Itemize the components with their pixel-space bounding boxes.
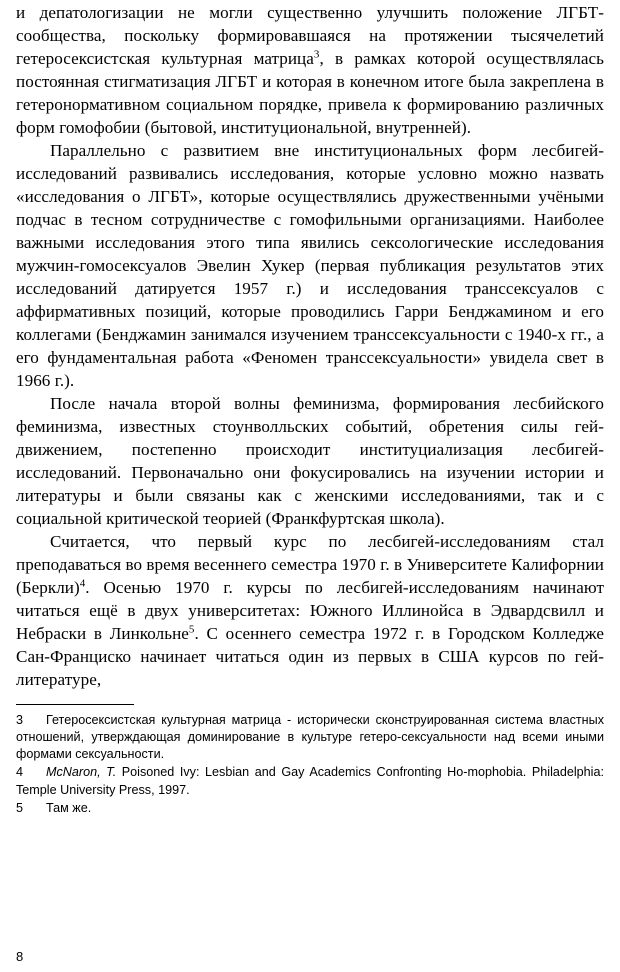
- body-text-container: [16, 2, 604, 692]
- footnote-item: 3 Гетеросексистская культурная матрица - исторически сконструированная система властных отношений, утверждающая доминирование в культуре гетеро-сексуальности над всеми иными формами сексуальности.: [16, 712, 604, 762]
- document-page: [0, 2, 620, 972]
- paragraph-1: и депатологизации не могли существенно улучшить положение ЛГБТ-сообщества, поскольку формировавшаяся на протяжении тысячелетий гетеросексистская культурная матрица$^3$, в рамках которой осуществлялась постоянная стигматизация ЛГБТ и которая в конечном итоге была закреплена в гетеронормативном социальном порядке, привела к формированию различных форм гомофобии (бытовой, институциональной, внутренней).: [16, 3, 604, 137]
- footnote-number: 5: [16, 800, 24, 815]
- paragraph-3: После начала второй волны феминизма, формирования лесбийского феминизма, известных стоунволльских событий, обретения силы гей-движением, постепенно происходит институциализация лесбигей-исследований. Первоначально они фокусировались на изучении истории и литературы и были связаны как с женскими исследованиями, так и с социальной критической теорией (Франкфуртская школа).: [16, 393, 604, 528]
- footnote-marker: 4: [79, 576, 86, 589]
- footnote-marker: 5: [188, 622, 195, 635]
- footnote-number: 4: [16, 765, 24, 780]
- footnote-item: 4 McNaron, T. Poisoned Ivy: Lesbian and Gay Academics Confronting Ho-mophobia. Philadelphia: Temple University Press, 1997.: [16, 765, 604, 797]
- footnote-number: 3: [16, 712, 24, 727]
- page-number: 8: [16, 949, 24, 964]
- paragraph-4: Считается, что первый курс по лесбигей-исследованиям стал преподаваться во время весеннего семестра 1970 г. в Университете Калифорнии (Беркли)$^4$. Осенью 1970 г. курсы по лесбигей-исследованиям начинают читаться ещё в двух университетах: Южного Иллинойса в Эдвардсвилл и Небраски в Линкольне$^5$. С осеннего семестра 1972 г. в Городском Колледже Сан-Франциско начинает читаться один из первых в США курсов по гей-литературе,: [16, 531, 604, 689]
- footnote-marker: 3: [313, 48, 320, 61]
- footnote-item: 5 Там же.: [16, 800, 604, 817]
- footnote-separator: [16, 704, 134, 705]
- footnote-author: McNaron, T.: [46, 765, 117, 780]
- paragraph-2: Параллельно с развитием вне институциональных форм лесбигей-исследований развивались исследования, которые условно можно назвать «исследования о ЛГБТ», которые осуществлялись дружественными учёными подчас в тесном сотрудничестве с гомофильными организациями. Наиболее важными исследования этого типа явились сексологические исследования мужчин-гомосексуалов Эвелин Хукер (первая публикация результатов этих исследований датируется 1957 г.) и исследования транссексуалов с аффирмативных позиций, которые проводились Гарри Бенджамином и его коллегами (Бенджамин занимался изучением транссексуальности с 1940-х гг., а его фундаментальная работа «Феномен транссексуальности» увидела свет в 1966 г.).: [16, 140, 604, 390]
- footnotes-container: [16, 712, 604, 818]
